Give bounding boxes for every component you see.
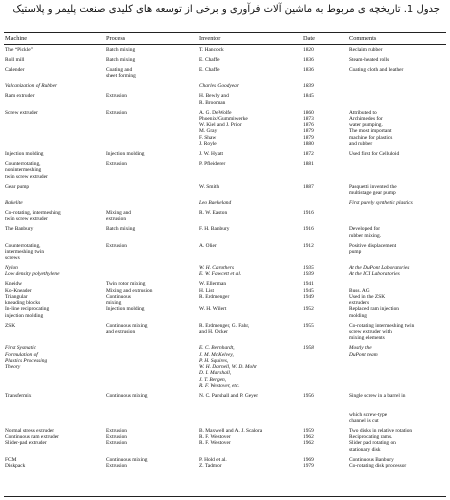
header-process: Process bbox=[106, 35, 126, 42]
comments-cell: Co-rotating intermeshing twin bbox=[349, 322, 415, 329]
machine-cell: twin screw extruder bbox=[5, 173, 48, 180]
machine-cell: Screw extruder bbox=[5, 109, 38, 116]
machine-cell: Counterrotating, bbox=[5, 242, 41, 249]
table-row bbox=[4, 57, 446, 63]
machine-cell: Kneidw bbox=[5, 281, 23, 288]
table-row-group bbox=[4, 281, 446, 319]
header-machine: Machine bbox=[5, 35, 28, 42]
comments-cell: Single screw in a barrel in bbox=[349, 392, 406, 399]
machine-cell: Gear pump bbox=[5, 183, 30, 190]
table-row-group bbox=[4, 457, 446, 470]
table-row bbox=[4, 313, 446, 319]
table-row bbox=[4, 255, 446, 261]
process-cell: Extrusion bbox=[106, 434, 127, 441]
inventor-cell: R. W. Easton bbox=[199, 209, 228, 216]
machine-cell: Slider-pad extruder bbox=[5, 440, 47, 447]
inventor-cell: W. H. Carothers bbox=[199, 265, 234, 272]
comments-cell: Replaced ram injection bbox=[349, 306, 399, 313]
table-row-group bbox=[4, 93, 446, 106]
process-cell: Twin rotor mixing bbox=[106, 281, 146, 288]
machine-cell: Roll mill bbox=[5, 57, 25, 64]
comments-cell: Used first for Celluloid bbox=[349, 151, 400, 158]
date-cell: 1935 bbox=[303, 265, 314, 272]
table-row bbox=[4, 200, 446, 206]
machine-cell: Nylon bbox=[5, 265, 18, 272]
inventor-cell: A. G. DeWolfe bbox=[199, 109, 232, 116]
inventor-cell: P. H. Squires, bbox=[199, 357, 229, 364]
table-caption: جدول 1. تاریخچه ی مربوط به ماشین آلات فرآوری و برخی از توسعه های کلیدی صنعت پلیمر و پلاستیک bbox=[12, 4, 440, 15]
table-row-group bbox=[4, 67, 446, 80]
table-row-group bbox=[4, 393, 446, 424]
inventor-cell: Charles Goodyear bbox=[199, 83, 239, 90]
inventor-cell: W. H. Wilert bbox=[199, 306, 227, 313]
inventor-cell: and H. Ocker bbox=[199, 328, 228, 335]
date-cell: 1916 bbox=[303, 226, 314, 233]
date-cell: 1876 bbox=[303, 122, 314, 129]
table-row bbox=[4, 463, 446, 469]
inventor-cell: H. List bbox=[199, 287, 214, 294]
table-row-group bbox=[4, 200, 446, 206]
process-cell: Batch mixing bbox=[106, 57, 136, 64]
comments-cell: Used in the ZSK bbox=[349, 293, 386, 300]
inventor-cell: J. T. Bergen, bbox=[199, 376, 227, 383]
inventor-cell: Z. Tadmor bbox=[199, 462, 222, 469]
table-row-group bbox=[4, 57, 446, 63]
header-rule bbox=[4, 44, 446, 45]
machine-cell: First Sysmatic bbox=[5, 345, 36, 352]
date-cell: 1962 bbox=[303, 440, 314, 447]
comments-cell: molding bbox=[349, 312, 367, 319]
process-cell: Extrusion bbox=[106, 440, 127, 447]
machine-cell: screws bbox=[5, 255, 20, 262]
machine-cell: The “Pickle” bbox=[5, 47, 33, 53]
comments-cell: First purely synthetic plastics bbox=[349, 199, 413, 206]
date-cell: 1880 bbox=[303, 140, 314, 147]
process-cell: Continuous bbox=[106, 293, 131, 300]
table-row bbox=[4, 418, 446, 424]
date-cell: 1979 bbox=[303, 462, 314, 469]
process-cell: sheet forming bbox=[106, 73, 136, 80]
table-row-group bbox=[4, 83, 446, 89]
table-row bbox=[4, 383, 446, 389]
inventor-cell: R. F. Westover bbox=[199, 434, 231, 441]
date-cell: 1939 bbox=[303, 271, 314, 278]
table-row bbox=[4, 271, 446, 277]
date-cell: 1955 bbox=[303, 322, 314, 329]
date-cell: 1945 bbox=[303, 287, 314, 294]
table-row-group bbox=[4, 345, 446, 389]
inventor-cell: W. Smith bbox=[199, 183, 220, 190]
table-row-group bbox=[4, 151, 446, 157]
table-row-group bbox=[4, 161, 446, 180]
inventor-cell: R. F. Westover, etc. bbox=[199, 382, 240, 389]
inventor-cell: E. W. Fawcett et al. bbox=[199, 271, 242, 278]
table-row-group bbox=[4, 110, 446, 148]
machine-cell: The Banbury bbox=[5, 226, 34, 233]
machine-cell: Triangular bbox=[5, 293, 28, 300]
table-row-group bbox=[4, 47, 446, 53]
inventor-cell: D. I. Marshall, bbox=[199, 370, 232, 377]
process-cell: mixing bbox=[106, 300, 122, 307]
process-cell: Coating and bbox=[106, 67, 133, 74]
table-body bbox=[4, 47, 446, 473]
date-cell: 1969 bbox=[303, 456, 314, 463]
process-cell: Extrusion bbox=[106, 462, 127, 469]
comments-cell: screw extruder with bbox=[349, 328, 392, 335]
table-row bbox=[4, 141, 446, 147]
table-row-group bbox=[4, 243, 446, 262]
date-cell: 1879 bbox=[303, 134, 314, 141]
process-cell: and extrusion bbox=[106, 328, 136, 335]
machine-cell: Theory bbox=[5, 364, 21, 370]
inventor-cell: P. Pfleiderer bbox=[199, 161, 226, 168]
process-cell: Extrusion bbox=[106, 93, 127, 100]
comments-cell: Steam-heated rolls bbox=[349, 57, 390, 64]
top-rule bbox=[4, 32, 446, 33]
table-row bbox=[4, 216, 446, 222]
process-cell: Mixing and bbox=[106, 209, 132, 216]
date-cell: 1872 bbox=[303, 151, 314, 158]
date-cell: 1952 bbox=[303, 306, 314, 313]
table-row bbox=[4, 100, 446, 106]
machine-cell: In-line reciprocating bbox=[5, 306, 50, 313]
comments-cell: The most important bbox=[349, 128, 392, 135]
process-cell: Extrusion bbox=[106, 161, 127, 168]
comments-cell: At the ICI Laboratories bbox=[349, 271, 400, 278]
process-cell: Extrusion bbox=[106, 109, 127, 116]
machine-cell: Transfermix bbox=[5, 392, 32, 399]
machine-cell: Calender bbox=[5, 67, 25, 74]
table-row bbox=[4, 73, 446, 79]
comments-cell: Developed for bbox=[349, 226, 380, 233]
inventor-cell: R. Erdmenger bbox=[199, 293, 230, 300]
table-row bbox=[4, 151, 446, 157]
comments-cell: and rubber bbox=[349, 140, 373, 147]
date-cell: 1836 bbox=[303, 67, 314, 74]
inventor-cell: J. M. McKelvey, bbox=[199, 351, 234, 358]
date-cell: 1962 bbox=[303, 434, 314, 441]
machine-cell: Formulation of bbox=[5, 351, 38, 358]
comments-cell: extruders bbox=[349, 300, 370, 307]
inventor-cell: H. Bewly and bbox=[199, 93, 229, 100]
comments-cell: stationary disk bbox=[349, 446, 381, 453]
machine-cell: Plastics Processing bbox=[5, 357, 48, 364]
header-inventor: Inventor bbox=[199, 35, 221, 42]
date-cell: 1839 bbox=[303, 83, 314, 90]
header-comments: Comments bbox=[349, 35, 377, 42]
table-row-group bbox=[4, 428, 446, 453]
date-cell: 1941 bbox=[303, 281, 314, 288]
comments-cell: which screw-type bbox=[349, 411, 388, 418]
process-cell: Continuous mixing bbox=[106, 322, 148, 329]
process-cell: extrusion bbox=[106, 216, 127, 223]
process-cell: Mixing and extrusion bbox=[106, 287, 153, 294]
machine-cell: Valcanization of Rubber bbox=[5, 83, 58, 90]
machine-cell: twin screw extruder bbox=[5, 216, 48, 223]
machine-cell: nonintermeshing bbox=[5, 167, 42, 174]
machine-cell: ZSK bbox=[5, 322, 16, 329]
machine-cell: Counterrotating, bbox=[5, 161, 41, 168]
inventor-cell: J. W. Hyatt bbox=[199, 151, 223, 158]
inventor-cell: Phoenix/Gummiwerke bbox=[199, 115, 248, 122]
comments-cell: Two disks in relative rotation bbox=[349, 427, 413, 434]
inventor-cell: N. C. Parshall and P. Geyer bbox=[199, 392, 258, 399]
date-cell: 1881 bbox=[303, 161, 314, 168]
machine-cell: Ko-Kneader bbox=[5, 287, 32, 294]
comments-cell: Slider pad rotating on bbox=[349, 440, 396, 447]
date-cell: 1949 bbox=[303, 293, 314, 300]
inventor-cell: T. Hancock bbox=[199, 47, 224, 53]
machine-cell: Bakelite bbox=[5, 199, 23, 206]
date-cell: 1916 bbox=[303, 209, 314, 216]
header-date: Date bbox=[303, 35, 315, 42]
comments-cell: machine for plastics bbox=[349, 134, 393, 141]
date-cell: 1959 bbox=[303, 427, 314, 434]
table-row bbox=[4, 190, 446, 196]
table-row-group bbox=[4, 210, 446, 223]
comments-cell: Attributed to bbox=[349, 109, 377, 116]
machine-cell: Low density polyethylene bbox=[5, 271, 60, 278]
machine-cell: kneading blocks bbox=[5, 300, 41, 307]
inventor-cell: M. Gray bbox=[199, 128, 218, 135]
date-cell: 1879 bbox=[303, 128, 314, 135]
comments-cell: Continuous Banbury bbox=[349, 456, 394, 463]
date-cell: 1912 bbox=[303, 242, 314, 249]
comments-cell: Reclaim rubber bbox=[349, 47, 383, 53]
inventor-cell: E. Chaffe bbox=[199, 57, 220, 64]
inventor-cell: R. Erdmenger, G. Fahr, bbox=[199, 322, 250, 329]
date-cell: 1958 bbox=[303, 345, 314, 352]
date-cell: 1873 bbox=[303, 115, 314, 122]
inventor-cell: P. Hold et al. bbox=[199, 456, 227, 463]
process-cell: Extrusion bbox=[106, 427, 127, 434]
inventor-cell: A. Olier bbox=[199, 242, 217, 249]
comments-cell: rubber mixing. bbox=[349, 232, 382, 239]
inventor-cell: R. Brooman bbox=[199, 99, 226, 106]
date-cell: 1860 bbox=[303, 109, 314, 116]
process-cell: Batch mixing bbox=[106, 47, 136, 53]
inventor-cell: W. Kiel and J. Prior bbox=[199, 122, 242, 129]
comments-cell: DuPont team bbox=[349, 351, 378, 358]
comments-cell: mixing elements bbox=[349, 335, 385, 342]
machine-cell: Injection molding bbox=[5, 151, 44, 158]
table-row bbox=[4, 447, 446, 453]
comments-cell: At the DuPont Laboratories bbox=[349, 265, 410, 272]
machine-cell: intermeshing twin bbox=[5, 248, 45, 255]
process-cell: Injection molding bbox=[106, 306, 145, 313]
comments-cell: Positive displacement bbox=[349, 242, 397, 249]
inventor-cell: W. H. Darnell, W. D. Mohr bbox=[199, 364, 258, 370]
date-cell: 1887 bbox=[303, 183, 314, 190]
date-cell: 1836 bbox=[303, 57, 314, 64]
machine-cell: Normal stress extruder bbox=[5, 427, 55, 434]
table-row bbox=[4, 47, 446, 53]
process-cell: Batch mixing bbox=[106, 226, 136, 233]
machine-cell: injection molding bbox=[5, 312, 44, 319]
machine-cell: Ram extruder bbox=[5, 93, 35, 100]
machine-cell: Diskpack bbox=[5, 462, 26, 469]
table-row-group bbox=[4, 184, 446, 197]
machine-cell: Continuous ram extruder bbox=[5, 434, 59, 441]
inventor-cell: Leo Baekeland bbox=[199, 199, 232, 206]
date-cell: 1820 bbox=[303, 47, 314, 53]
date-cell: 1956 bbox=[303, 392, 314, 399]
table-row bbox=[4, 233, 446, 239]
table-row bbox=[4, 174, 446, 180]
table-row bbox=[4, 83, 446, 89]
comments-cell: pump bbox=[349, 248, 362, 255]
comments-cell: Reciprocating rams. bbox=[349, 434, 393, 441]
process-cell: Injection molding bbox=[106, 151, 145, 158]
inventor-cell: F. H. Banbury bbox=[199, 226, 230, 233]
inventor-cell: F. Shaw bbox=[199, 134, 217, 141]
inventor-cell: W. Ellerman bbox=[199, 281, 227, 288]
inventor-cell: E. Chaffe bbox=[199, 67, 220, 74]
date-cell: 1845 bbox=[303, 93, 314, 100]
comments-cell: Pasquetti invented the bbox=[349, 183, 397, 190]
comments-cell: channel is cut bbox=[349, 417, 379, 424]
inventor-cell: J. Royle bbox=[199, 140, 217, 147]
table-row-group bbox=[4, 226, 446, 239]
comments-cell: Co-rotating disk processor bbox=[349, 462, 407, 469]
table-row-group bbox=[4, 265, 446, 278]
comments-cell: water pumping. bbox=[349, 122, 383, 129]
comments-cell: Mostly the bbox=[349, 345, 372, 352]
inventor-cell: E. C. Bernhardt, bbox=[199, 345, 235, 352]
comments-cell: Buss. AG bbox=[349, 287, 370, 294]
machine-cell: FCM bbox=[5, 456, 17, 463]
process-cell: Continuous mixing bbox=[106, 456, 148, 463]
comments-cell: Archimedes for bbox=[349, 115, 383, 122]
table-row bbox=[4, 335, 446, 341]
inventor-cell: B. Maxwell and A. J. Scalora bbox=[199, 427, 263, 434]
inventor-cell: R. F. Westover bbox=[199, 440, 231, 447]
comments-cell: multistage gear pump bbox=[349, 189, 396, 196]
table-row-group bbox=[4, 323, 446, 342]
bottom-rule bbox=[4, 496, 446, 497]
machine-cell: Co-rotating, intermeshing bbox=[5, 209, 61, 216]
process-cell: Extrusion bbox=[106, 242, 127, 249]
process-cell: Continuous mixing bbox=[106, 392, 148, 399]
comments-cell: Coating cloth and leather bbox=[349, 67, 404, 74]
